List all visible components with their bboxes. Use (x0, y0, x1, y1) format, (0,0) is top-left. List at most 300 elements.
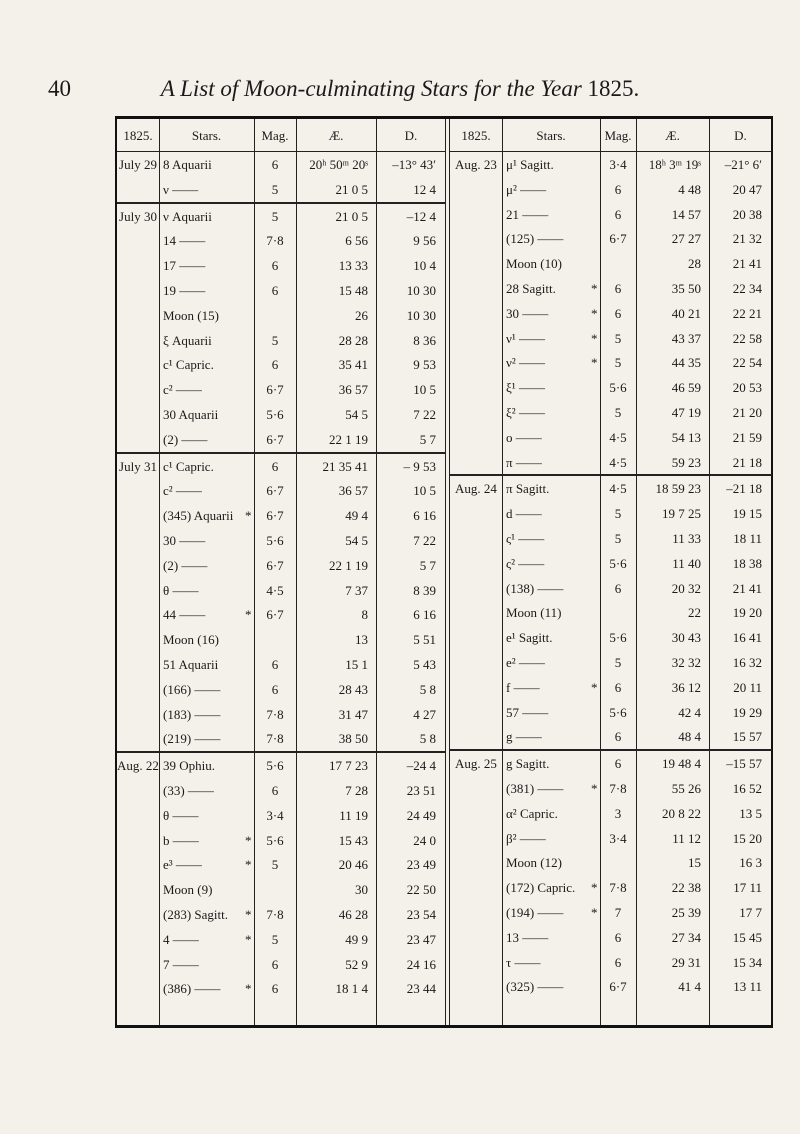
declination-cell: 18 38 (732, 555, 762, 571)
magnitude-cell: 5 (614, 405, 622, 420)
right-ascension-cell: 35 41 (338, 357, 368, 373)
declination-cell: –21° 6′ (724, 157, 762, 172)
right-ascension-cell: 52 9 (345, 956, 368, 972)
magnitude-cell: 6 (271, 283, 279, 298)
right-ascension-cell: 44 35 (671, 355, 701, 371)
right-ascension-cell: 15 (688, 855, 701, 871)
declination-cell: 5 8 (419, 681, 436, 697)
declination-cell: 15 45 (732, 929, 762, 945)
declination-cell: 16 41 (732, 630, 762, 646)
half-divider (445, 119, 450, 1025)
star-name: 13 —— (506, 929, 549, 945)
declination-cell: 22 50 (406, 882, 436, 898)
star-name: 7 —— (163, 956, 199, 972)
star-mark: * (245, 508, 252, 524)
magnitude-cell: 3 (614, 805, 622, 821)
declination-cell: 22 58 (732, 330, 762, 346)
right-ascension-cell: 13 33 (338, 258, 368, 274)
star-name: c¹ Capric. (163, 458, 214, 474)
right-ascension-cell: 46 28 (338, 907, 368, 922)
declination-cell: 10 5 (413, 483, 436, 499)
declination-cell: 18 11 (733, 531, 762, 546)
right-ascension-cell: 21 35 41 (322, 458, 368, 474)
right-ascension-cell: 20 32 (671, 580, 701, 596)
right-ascension-cell: 30 (355, 882, 368, 898)
star-mark: * (591, 679, 598, 695)
magnitude-cell: 5·6 (609, 555, 627, 571)
star-name: 39 Ophiu. (163, 758, 215, 774)
star-name: g —— (506, 729, 542, 745)
page-number: 40 (48, 76, 71, 101)
star-mark: * (245, 931, 252, 947)
star-name: (2) —— (163, 431, 208, 447)
star-name: (283) Sagitt. (163, 907, 228, 922)
star-name: ς¹ —— (506, 531, 545, 546)
star-name: (325) —— (506, 979, 564, 995)
right-ascension-cell: 29 31 (671, 954, 701, 970)
column-header-ra: Æ. (328, 128, 344, 143)
star-name: 28 Sagitt. (506, 281, 556, 296)
magnitude-cell: 6 (614, 729, 622, 745)
star-name: α² Capric. (506, 805, 558, 821)
declination-cell: 20 11 (733, 679, 762, 695)
magnitude-cell: 5·6 (266, 758, 284, 774)
column-header-mag: Mag. (261, 128, 289, 143)
magnitude-cell: 3·4 (609, 830, 627, 846)
magnitude-cell: 6 (614, 181, 622, 197)
star-name: ξ Aquarii (163, 332, 212, 348)
right-ascension-cell: 36 57 (338, 483, 368, 499)
column-header-date: 1825. (461, 128, 491, 143)
magnitude-cell: 6·7 (266, 607, 284, 623)
right-ascension-cell: 59 23 (671, 454, 701, 470)
magnitude-cell: 5 (271, 857, 279, 873)
declination-cell: 10 4 (413, 258, 436, 274)
star-name: ν¹ —— (506, 330, 546, 346)
right-ascension-cell: 7 28 (345, 783, 368, 798)
star-mark: * (591, 281, 598, 296)
declination-cell: 21 41 (732, 580, 762, 596)
page-header (0, 76, 800, 116)
magnitude-cell: 3·4 (609, 157, 627, 172)
right-ascension-cell: 11 40 (672, 555, 701, 571)
star-name: Moon (9) (163, 882, 213, 898)
declination-cell: 10 5 (413, 382, 436, 398)
star-name: (2) —— (163, 557, 208, 573)
declination-cell: 6 16 (413, 607, 436, 623)
star-name: (219) —— (163, 731, 221, 747)
magnitude-cell: 5·6 (266, 832, 284, 848)
declination-cell: 9 56 (413, 233, 436, 249)
right-ascension-cell: 21 0 5 (335, 208, 368, 224)
declination-cell: 5 43 (413, 657, 436, 672)
column-header-star: Stars. (191, 128, 222, 143)
right-ascension-cell: 17 7 23 (329, 758, 368, 774)
right-ascension-cell: 28 43 (338, 681, 368, 697)
magnitude-cell: 6·7 (266, 483, 284, 499)
declination-cell: 16 3 (739, 855, 762, 871)
magnitude-cell: 6·7 (266, 557, 284, 573)
declination-cell: 19 29 (732, 704, 762, 720)
star-name: θ —— (163, 582, 199, 598)
magnitude-cell: 7·8 (266, 233, 284, 249)
right-ascension-cell: 15 43 (338, 832, 368, 848)
declination-cell: 7 22 (413, 407, 436, 422)
column-header-d: D. (404, 128, 418, 143)
magnitude-cell: 6 (271, 157, 279, 172)
star-name: d —— (506, 506, 542, 522)
declination-cell: –13° 43′ (392, 157, 436, 172)
declination-cell: 20 38 (732, 206, 762, 222)
star-name: ν Aquarii (163, 208, 212, 224)
declination-cell: 12 4 (413, 181, 436, 197)
star-name: ν —— (163, 181, 199, 197)
declination-cell: 15 57 (732, 729, 762, 745)
right-ascension-cell: 27 34 (671, 929, 701, 945)
star-name: 30 —— (163, 533, 206, 548)
header-rule (117, 151, 446, 152)
column-header-ra: Æ. (665, 128, 680, 143)
star-name: 30 —— (506, 305, 549, 321)
magnitude-cell: 6·7 (266, 431, 284, 447)
column-header-d: D. (734, 128, 747, 143)
right-ascension-cell: 41 4 (678, 979, 701, 995)
magnitude-cell: 4·5 (266, 582, 284, 598)
declination-cell: 17 11 (733, 880, 762, 896)
declination-cell: 21 59 (732, 429, 762, 445)
star-name: Moon (10) (506, 256, 562, 272)
star-name: (345) Aquarii (163, 508, 234, 524)
magnitude-cell: 6 (614, 954, 622, 970)
right-ascension-cell: 21 0 5 (335, 181, 368, 197)
star-name: f —— (506, 679, 540, 695)
magnitude-cell: 6 (614, 305, 622, 321)
column-header-star: Stars. (536, 128, 566, 143)
right-ascension-cell: 28 (688, 256, 701, 272)
group-rule (117, 202, 446, 204)
right-ascension-cell: 54 5 (345, 533, 368, 548)
magnitude-cell: 5 (614, 355, 622, 371)
star-name: π Sagitt. (506, 481, 550, 497)
right-ascension-cell: 47 19 (671, 405, 701, 420)
star-mark: * (591, 781, 598, 796)
col-divider (502, 119, 503, 1025)
group-rule (117, 751, 446, 753)
right-ascension-cell: 4 48 (678, 181, 701, 197)
declination-cell: 19 15 (732, 506, 762, 522)
magnitude-cell: 4·5 (609, 429, 627, 445)
magnitude-cell: 6 (271, 956, 279, 972)
date-cell: July 29 (119, 157, 157, 172)
declination-cell: 21 18 (732, 454, 762, 470)
right-ascension-cell: 7 37 (345, 582, 368, 598)
magnitude-cell: 6 (614, 206, 622, 222)
star-name: 57 —— (506, 704, 549, 720)
declination-cell: 5 7 (419, 557, 436, 573)
magnitude-cell: 6 (271, 681, 279, 697)
star-name: e² —— (506, 655, 545, 670)
star-name: Moon (15) (163, 307, 219, 323)
declination-cell: 10 30 (406, 307, 436, 323)
magnitude-cell: 6 (271, 357, 279, 373)
declination-cell: 20 47 (732, 181, 762, 197)
right-ascension-cell: 49 9 (345, 931, 368, 947)
group-rule (450, 474, 772, 476)
declination-cell: 8 39 (413, 582, 436, 598)
date-cell: July 31 (119, 458, 157, 474)
star-name: ν² —— (506, 355, 546, 371)
magnitude-cell: 5 (271, 931, 279, 947)
right-ascension-cell: 15 1 (345, 657, 368, 672)
star-mark: * (245, 907, 252, 922)
declination-cell: 21 41 (732, 256, 762, 272)
right-ascension-cell: 20 8 22 (662, 805, 701, 821)
declination-cell: 24 0 (413, 832, 436, 848)
magnitude-cell: 5 (614, 506, 622, 522)
star-mark: * (591, 905, 598, 920)
declination-cell: 19 20 (732, 605, 762, 621)
right-ascension-cell: 20ʰ 50ᵐ 20ˢ (309, 157, 368, 172)
right-ascension-cell: 30 43 (671, 630, 701, 646)
magnitude-cell: 7·8 (266, 907, 284, 922)
declination-cell: 24 49 (406, 807, 436, 823)
declination-cell: 23 47 (406, 931, 436, 947)
right-ascension-cell: 22 (688, 605, 701, 621)
star-name: (166) —— (163, 681, 221, 697)
star-mark: * (591, 330, 598, 346)
declination-cell: 13 11 (733, 979, 762, 995)
declination-cell: 17 7 (739, 905, 762, 920)
right-ascension-cell: 26 (355, 307, 368, 323)
magnitude-cell: 5·6 (266, 407, 284, 422)
magnitude-cell: 5 (614, 655, 622, 670)
magnitude-cell: 6 (614, 679, 622, 695)
magnitude-cell: 6 (271, 783, 279, 798)
star-name: b —— (163, 832, 199, 848)
right-ascension-cell: 15 48 (338, 283, 368, 298)
right-ascension-cell: 38 50 (338, 731, 368, 747)
declination-cell: 22 21 (732, 305, 762, 321)
column-header-mag: Mag. (604, 128, 632, 143)
star-mark: * (245, 607, 252, 623)
right-ascension-cell: 27 27 (671, 231, 701, 247)
magnitude-cell: 7·8 (609, 781, 627, 796)
right-ascension-cell: 11 19 (339, 807, 368, 823)
star-name: 44 —— (163, 607, 206, 623)
magnitude-cell: 4·5 (609, 481, 627, 497)
star-mark: * (245, 857, 252, 873)
group-rule (117, 452, 446, 454)
star-name: (125) —— (506, 231, 564, 247)
declination-cell: – 9 53 (403, 458, 436, 474)
magnitude-cell: 6 (614, 580, 622, 596)
declination-cell: 22 34 (732, 281, 762, 296)
declination-cell: 4 27 (413, 706, 436, 722)
right-ascension-cell: 14 57 (671, 206, 701, 222)
right-ascension-cell: 18 1 4 (335, 981, 368, 997)
magnitude-cell: 6·7 (266, 508, 284, 524)
star-name: Moon (11) (506, 605, 562, 621)
star-name: ο —— (506, 429, 542, 445)
declination-cell: 6 16 (413, 508, 436, 524)
star-name: e³ —— (163, 857, 202, 873)
group-rule (450, 749, 772, 751)
magnitude-cell: 5·6 (609, 630, 627, 646)
star-name: 19 —— (163, 283, 206, 298)
date-cell: Aug. 23 (455, 157, 497, 172)
right-ascension-cell: 49 4 (345, 508, 368, 524)
magnitude-cell: 6·7 (609, 979, 627, 995)
star-table (115, 116, 773, 1028)
declination-cell: 23 49 (406, 857, 436, 873)
right-ascension-cell: 22 38 (671, 880, 701, 896)
date-cell: July 30 (119, 208, 157, 224)
declination-cell: 21 32 (732, 231, 762, 247)
star-name: Moon (16) (163, 632, 219, 648)
right-ascension-cell: 35 50 (671, 281, 701, 296)
right-ascension-cell: 43 37 (671, 330, 701, 346)
star-name: (138) —— (506, 580, 564, 596)
right-ascension-cell: 46 59 (671, 380, 701, 396)
declination-cell: 10 30 (406, 283, 436, 298)
right-ascension-cell: 54 5 (345, 407, 368, 422)
magnitude-cell: 6·7 (266, 382, 284, 398)
star-name: 51 Aquarii (163, 657, 219, 672)
magnitude-cell: 5 (614, 531, 622, 546)
star-name: β² —— (506, 830, 546, 846)
magnitude-cell: 6 (614, 281, 622, 296)
right-ascension-cell: 32 32 (671, 655, 701, 670)
star-name: (386) —— (163, 981, 221, 997)
declination-cell: 23 54 (406, 907, 436, 922)
star-mark: * (591, 880, 598, 896)
star-name: 30 Aquarii (163, 407, 219, 422)
right-ascension-cell: 36 57 (338, 382, 368, 398)
magnitude-cell: 6 (271, 981, 279, 997)
star-name: ξ¹ —— (506, 380, 545, 396)
star-name: τ —— (506, 954, 541, 970)
magnitude-cell: 7·8 (266, 731, 284, 747)
star-name: (381) —— (506, 781, 564, 796)
declination-cell: 20 53 (732, 380, 762, 396)
declination-cell: 5 51 (413, 632, 436, 648)
date-cell: Aug. 24 (455, 481, 497, 497)
title-text: A List of Moon-culminating Stars for the Year (160, 76, 588, 101)
star-name: (33) —— (163, 783, 214, 798)
right-ascension-cell: 19 48 4 (662, 756, 701, 772)
right-ascension-cell: 18ʰ 3ᵐ 19ˢ (648, 157, 701, 172)
star-name: (183) —— (163, 706, 221, 722)
star-name: c² —— (163, 483, 202, 499)
declination-cell: –15 57 (726, 756, 762, 772)
magnitude-cell: 5·6 (609, 704, 627, 720)
star-name: c¹ Capric. (163, 357, 214, 373)
star-name: (172) Capric. (506, 880, 576, 896)
star-name: 8 Aquarii (163, 157, 212, 172)
star-name: c² —— (163, 382, 202, 398)
magnitude-cell: 7·8 (266, 706, 284, 722)
declination-cell: 22 54 (732, 355, 762, 371)
right-ascension-cell: 40 21 (671, 305, 701, 321)
star-name: 4 —— (163, 931, 199, 947)
magnitude-cell: 7 (614, 905, 622, 920)
col-divider (159, 119, 160, 1025)
declination-cell: 8 36 (413, 332, 436, 348)
magnitude-cell: 5·6 (266, 533, 284, 548)
column-header-date: 1825. (123, 128, 153, 143)
magnitude-cell: 6 (614, 929, 622, 945)
magnitude-cell: 6 (271, 657, 279, 672)
star-name: 14 —— (163, 233, 206, 249)
date-cell: Aug. 22 (117, 758, 159, 774)
declination-cell: 13 5 (739, 805, 762, 821)
star-mark: * (245, 981, 252, 997)
right-ascension-cell: 36 12 (671, 679, 701, 695)
right-ascension-cell: 20 46 (338, 857, 368, 873)
right-ascension-cell: 6 56 (345, 233, 368, 249)
star-name: ς² —— (506, 555, 545, 571)
title-year: 1825. (587, 76, 640, 101)
declination-cell: 24 16 (406, 956, 436, 972)
magnitude-cell: 6·7 (609, 231, 627, 247)
declination-cell: 16 32 (732, 655, 762, 670)
magnitude-cell: 5 (271, 181, 279, 197)
star-name: 21 —— (506, 206, 549, 222)
magnitude-cell: 5·6 (609, 380, 627, 396)
magnitude-cell: 6 (271, 458, 279, 474)
right-ascension-cell: 8 (361, 607, 368, 623)
declination-cell: 5 7 (419, 431, 436, 447)
star-name: π —— (506, 454, 542, 470)
right-ascension-cell: 28 28 (338, 332, 368, 348)
right-ascension-cell: 19 7 25 (662, 506, 701, 522)
star-name: e¹ Sagitt. (506, 630, 553, 646)
magnitude-cell: 5 (271, 208, 279, 224)
declination-cell: –12 4 (406, 208, 436, 224)
declination-cell: 7 22 (413, 533, 436, 548)
right-ascension-cell: 42 4 (678, 704, 701, 720)
page-title (0, 76, 800, 102)
magnitude-cell: 6 (614, 756, 622, 772)
star-name: μ¹ Sagitt. (506, 157, 554, 172)
right-ascension-cell: 18 59 23 (655, 481, 701, 497)
declination-cell: 16 52 (732, 781, 762, 796)
right-ascension-cell: 11 12 (672, 830, 701, 846)
magnitude-cell: 5 (271, 332, 279, 348)
right-ascension-cell: 11 33 (672, 531, 701, 546)
star-name: Moon (12) (506, 855, 562, 871)
right-ascension-cell: 13 (355, 632, 368, 648)
magnitude-cell: 3·4 (266, 807, 284, 823)
star-name: g Sagitt. (506, 756, 550, 772)
magnitude-cell: 7·8 (609, 880, 627, 896)
declination-cell: 9 53 (413, 357, 436, 373)
star-name: (194) —— (506, 905, 564, 920)
declination-cell: 23 51 (406, 783, 436, 798)
declination-cell: 5 8 (419, 731, 436, 747)
star-mark: * (591, 355, 598, 371)
magnitude-cell: 6 (271, 258, 279, 274)
right-ascension-cell: 31 47 (338, 706, 368, 722)
right-ascension-cell: 54 13 (671, 429, 701, 445)
declination-cell: 15 34 (732, 954, 762, 970)
magnitude-cell: 4·5 (609, 454, 627, 470)
declination-cell: 15 20 (732, 830, 762, 846)
declination-cell: –24 4 (406, 758, 436, 774)
declination-cell: 23 44 (406, 981, 436, 997)
star-name: 17 —— (163, 258, 206, 274)
star-name: ξ² —— (506, 405, 545, 420)
